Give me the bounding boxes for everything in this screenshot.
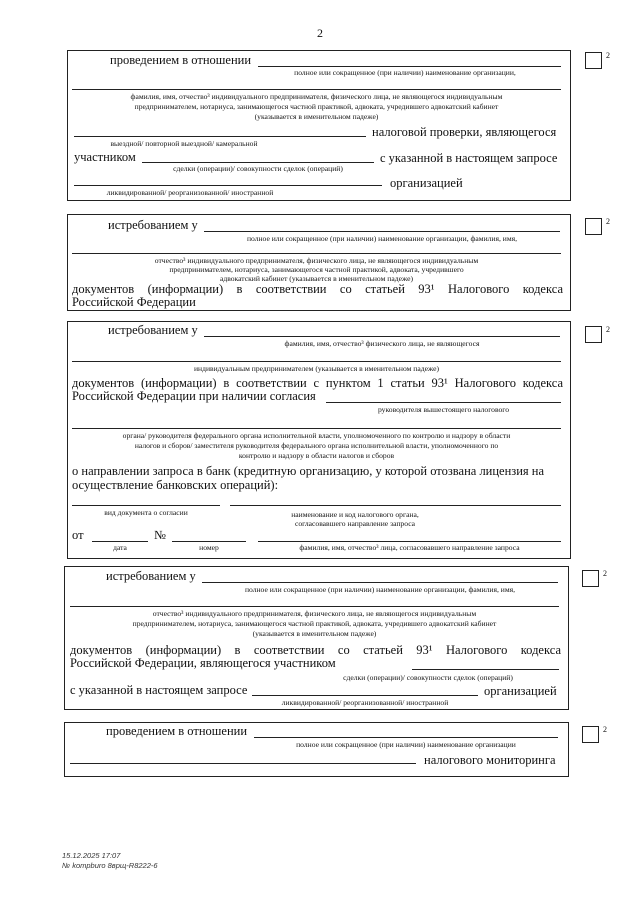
section-3-checkbox[interactable] xyxy=(585,326,602,343)
s4-org-field[interactable] xyxy=(202,582,558,583)
s3-approver-field[interactable] xyxy=(258,541,561,542)
s3-cap6b: согласовавшего направление запроса xyxy=(294,519,416,528)
section-5-check-mark: 2 xyxy=(603,725,607,734)
s4-text2: Российской Федерации, являющегося участником xyxy=(70,656,336,670)
section-4-check-mark: 2 xyxy=(603,569,607,578)
s3-cap4a: органа/ руководителя федерального органа исполнительной власти, уполномоченного по контролю и надзору в области xyxy=(122,431,511,440)
section-2-checkbox[interactable] xyxy=(585,218,602,235)
s4-cap2a: отчество³ индивидуального предпринимателя, физического лица, не являющегося индивидуальным xyxy=(152,609,477,618)
section-1-checkbox[interactable] xyxy=(585,52,602,69)
s3-cap9: фамилия, имя, отчество³ лица, согласовавшего направление запроса xyxy=(299,543,520,552)
s1-name-field[interactable] xyxy=(72,89,561,90)
s3-text3: о направлении запроса в банк (кредитную организацию, у которой отозвана лицензия на xyxy=(72,464,545,478)
s2-cap2a: отчество³ индивидуального предпринимателя, физического лица, не являющегося индивидуальным xyxy=(154,256,479,265)
s3-cap7: дата xyxy=(113,543,127,552)
s1-org-field[interactable] xyxy=(258,66,561,67)
s3-number-label: № xyxy=(154,528,166,542)
section-4-checkbox[interactable] xyxy=(582,570,599,587)
s3-text1: документов (информации) в соответствии с пунктом 1 статьи 93¹ Налогового кодекса xyxy=(72,376,563,390)
section-1-check-mark: 2 xyxy=(606,51,610,60)
page-number: 2 xyxy=(317,26,323,40)
s1-cap2b: предпринимателем, нотариуса, занимающегося частной практикой, адвоката, учредившего адвокатский кабинет xyxy=(134,102,499,111)
s3-person-field[interactable] xyxy=(204,336,560,337)
s1-cap1: полное или сокращенное (при наличии) наименование организации, xyxy=(294,68,516,77)
s5-org-field-2[interactable] xyxy=(70,763,416,764)
s2-org-field[interactable] xyxy=(204,231,560,232)
section-5-checkbox[interactable] xyxy=(582,726,599,743)
s4-deal-field[interactable] xyxy=(412,669,559,670)
s4-name-field[interactable] xyxy=(70,606,559,607)
s3-number-field[interactable] xyxy=(172,541,246,542)
s3-date-field[interactable] xyxy=(92,541,148,542)
s1-cap2c: (указывается в именительном падеже) xyxy=(254,112,379,121)
s4-text3b: организацией xyxy=(484,684,557,698)
s2-text2: Российской Федерации xyxy=(72,295,196,309)
s3-person-field-2[interactable] xyxy=(72,361,561,362)
s3-cap3: руководителя вышестоящего налогового xyxy=(377,405,510,414)
s3-from-label: от xyxy=(72,528,84,542)
s4-cap3: сделки (операции)/ совокупности сделок (операций) xyxy=(343,673,513,682)
s3-cap4c: контролю и надзору в области налогов и сборов xyxy=(238,451,395,460)
s4-cap1: полное или сокращенное (при наличии) наименование организации, фамилия, имя, xyxy=(244,585,516,594)
s1-text2a: участником xyxy=(74,150,136,164)
section-2-check-mark: 2 xyxy=(606,217,610,226)
s4-org-type-field[interactable] xyxy=(252,695,478,696)
footer-timestamp: 15.12.2025 17:07 xyxy=(62,851,121,860)
s3-tax-authority-field[interactable] xyxy=(230,505,561,506)
s2-text1: документов (информации) в соответствии со статьей 93¹ Налогового кодекса xyxy=(72,282,563,296)
s4-cap2c: (указывается в именительном падеже) xyxy=(252,629,377,638)
s1-text3: организацией xyxy=(390,176,463,190)
s3-lead: истребованием у xyxy=(108,323,198,337)
s2-cap2c: адвокатский кабинет (указывается в именительном падеже) xyxy=(219,274,414,283)
s3-cap4b: налогов и сборов/ заместителя руководителя федерального органа исполнительной власти, уполномоченного по xyxy=(134,441,499,450)
s5-org-field[interactable] xyxy=(254,737,558,738)
s2-cap2b: предпринимателем, нотариуса, занимающегося частной практикой, адвоката, учредившего xyxy=(169,265,464,274)
s1-cap2a: фамилия, имя, отчество³ индивидуального предпринимателя, физического лица, не являющегося индивидуальным xyxy=(130,92,503,101)
s1-lead: проведением в отношении xyxy=(110,53,252,67)
s1-cap5: ликвидированной/ реорганизованной/ иностранной xyxy=(106,188,274,197)
s1-text1: налоговой проверки, являющегося xyxy=(372,125,557,139)
s1-audit-type-field[interactable] xyxy=(74,136,366,137)
s3-text4: осуществление банковских операций): xyxy=(72,478,279,492)
s3-consent-field[interactable] xyxy=(326,402,561,403)
s5-cap1: полное или сокращенное (при наличии) наименование организации xyxy=(296,740,516,749)
s3-cap8: номер xyxy=(199,543,219,552)
s2-cap1: полное или сокращенное (при наличии) наименование организации, фамилия, имя, xyxy=(246,234,518,243)
s3-cap5: вид документа о согласии xyxy=(104,508,188,517)
section-3-check-mark: 2 xyxy=(606,325,610,334)
s4-cap4: ликвидированной/ реорганизованной/ иностранной xyxy=(281,698,449,707)
s3-doc-type-field[interactable] xyxy=(72,505,220,506)
s1-text2b: с указанной в настоящем запросе xyxy=(380,151,558,165)
s3-cap2: индивидуальным предпринимателем (указывается в именительном падеже) xyxy=(193,364,440,373)
s4-lead: истребованием у xyxy=(106,569,196,583)
s3-consent-field-2[interactable] xyxy=(72,428,561,429)
s1-org-type-field[interactable] xyxy=(74,185,382,186)
s5-text1: налогового мониторинга xyxy=(424,753,556,767)
footer-doc-code: № kompburo 8врщ-R8222-6 xyxy=(62,861,158,870)
s5-lead: проведением в отношении xyxy=(106,724,248,738)
s3-cap6a: наименование и код налогового органа, xyxy=(291,510,419,519)
s3-cap1: фамилия, имя, отчество³ физического лица, не являющегося xyxy=(284,339,480,348)
s2-lead: истребованием у xyxy=(108,218,198,232)
s1-cap4: сделки (операции)/ совокупности сделок (операций) xyxy=(173,164,343,173)
s4-text1: документов (информации) в соответствии со статьей 93¹ Налогового кодекса xyxy=(70,643,561,657)
s4-cap2b: предпринимателем, нотариуса, занимающегося частной практикой, адвоката, учредившего адвокатский кабинет xyxy=(132,619,497,628)
s4-text3a: с указанной в настоящем запросе xyxy=(70,683,248,697)
s1-deal-field[interactable] xyxy=(142,162,374,163)
s2-name-field[interactable] xyxy=(72,253,561,254)
s3-text2: Российской Федерации при наличии согласия xyxy=(72,389,316,403)
s1-cap3: выездной/ повторной выездной/ камеральной xyxy=(110,139,258,148)
